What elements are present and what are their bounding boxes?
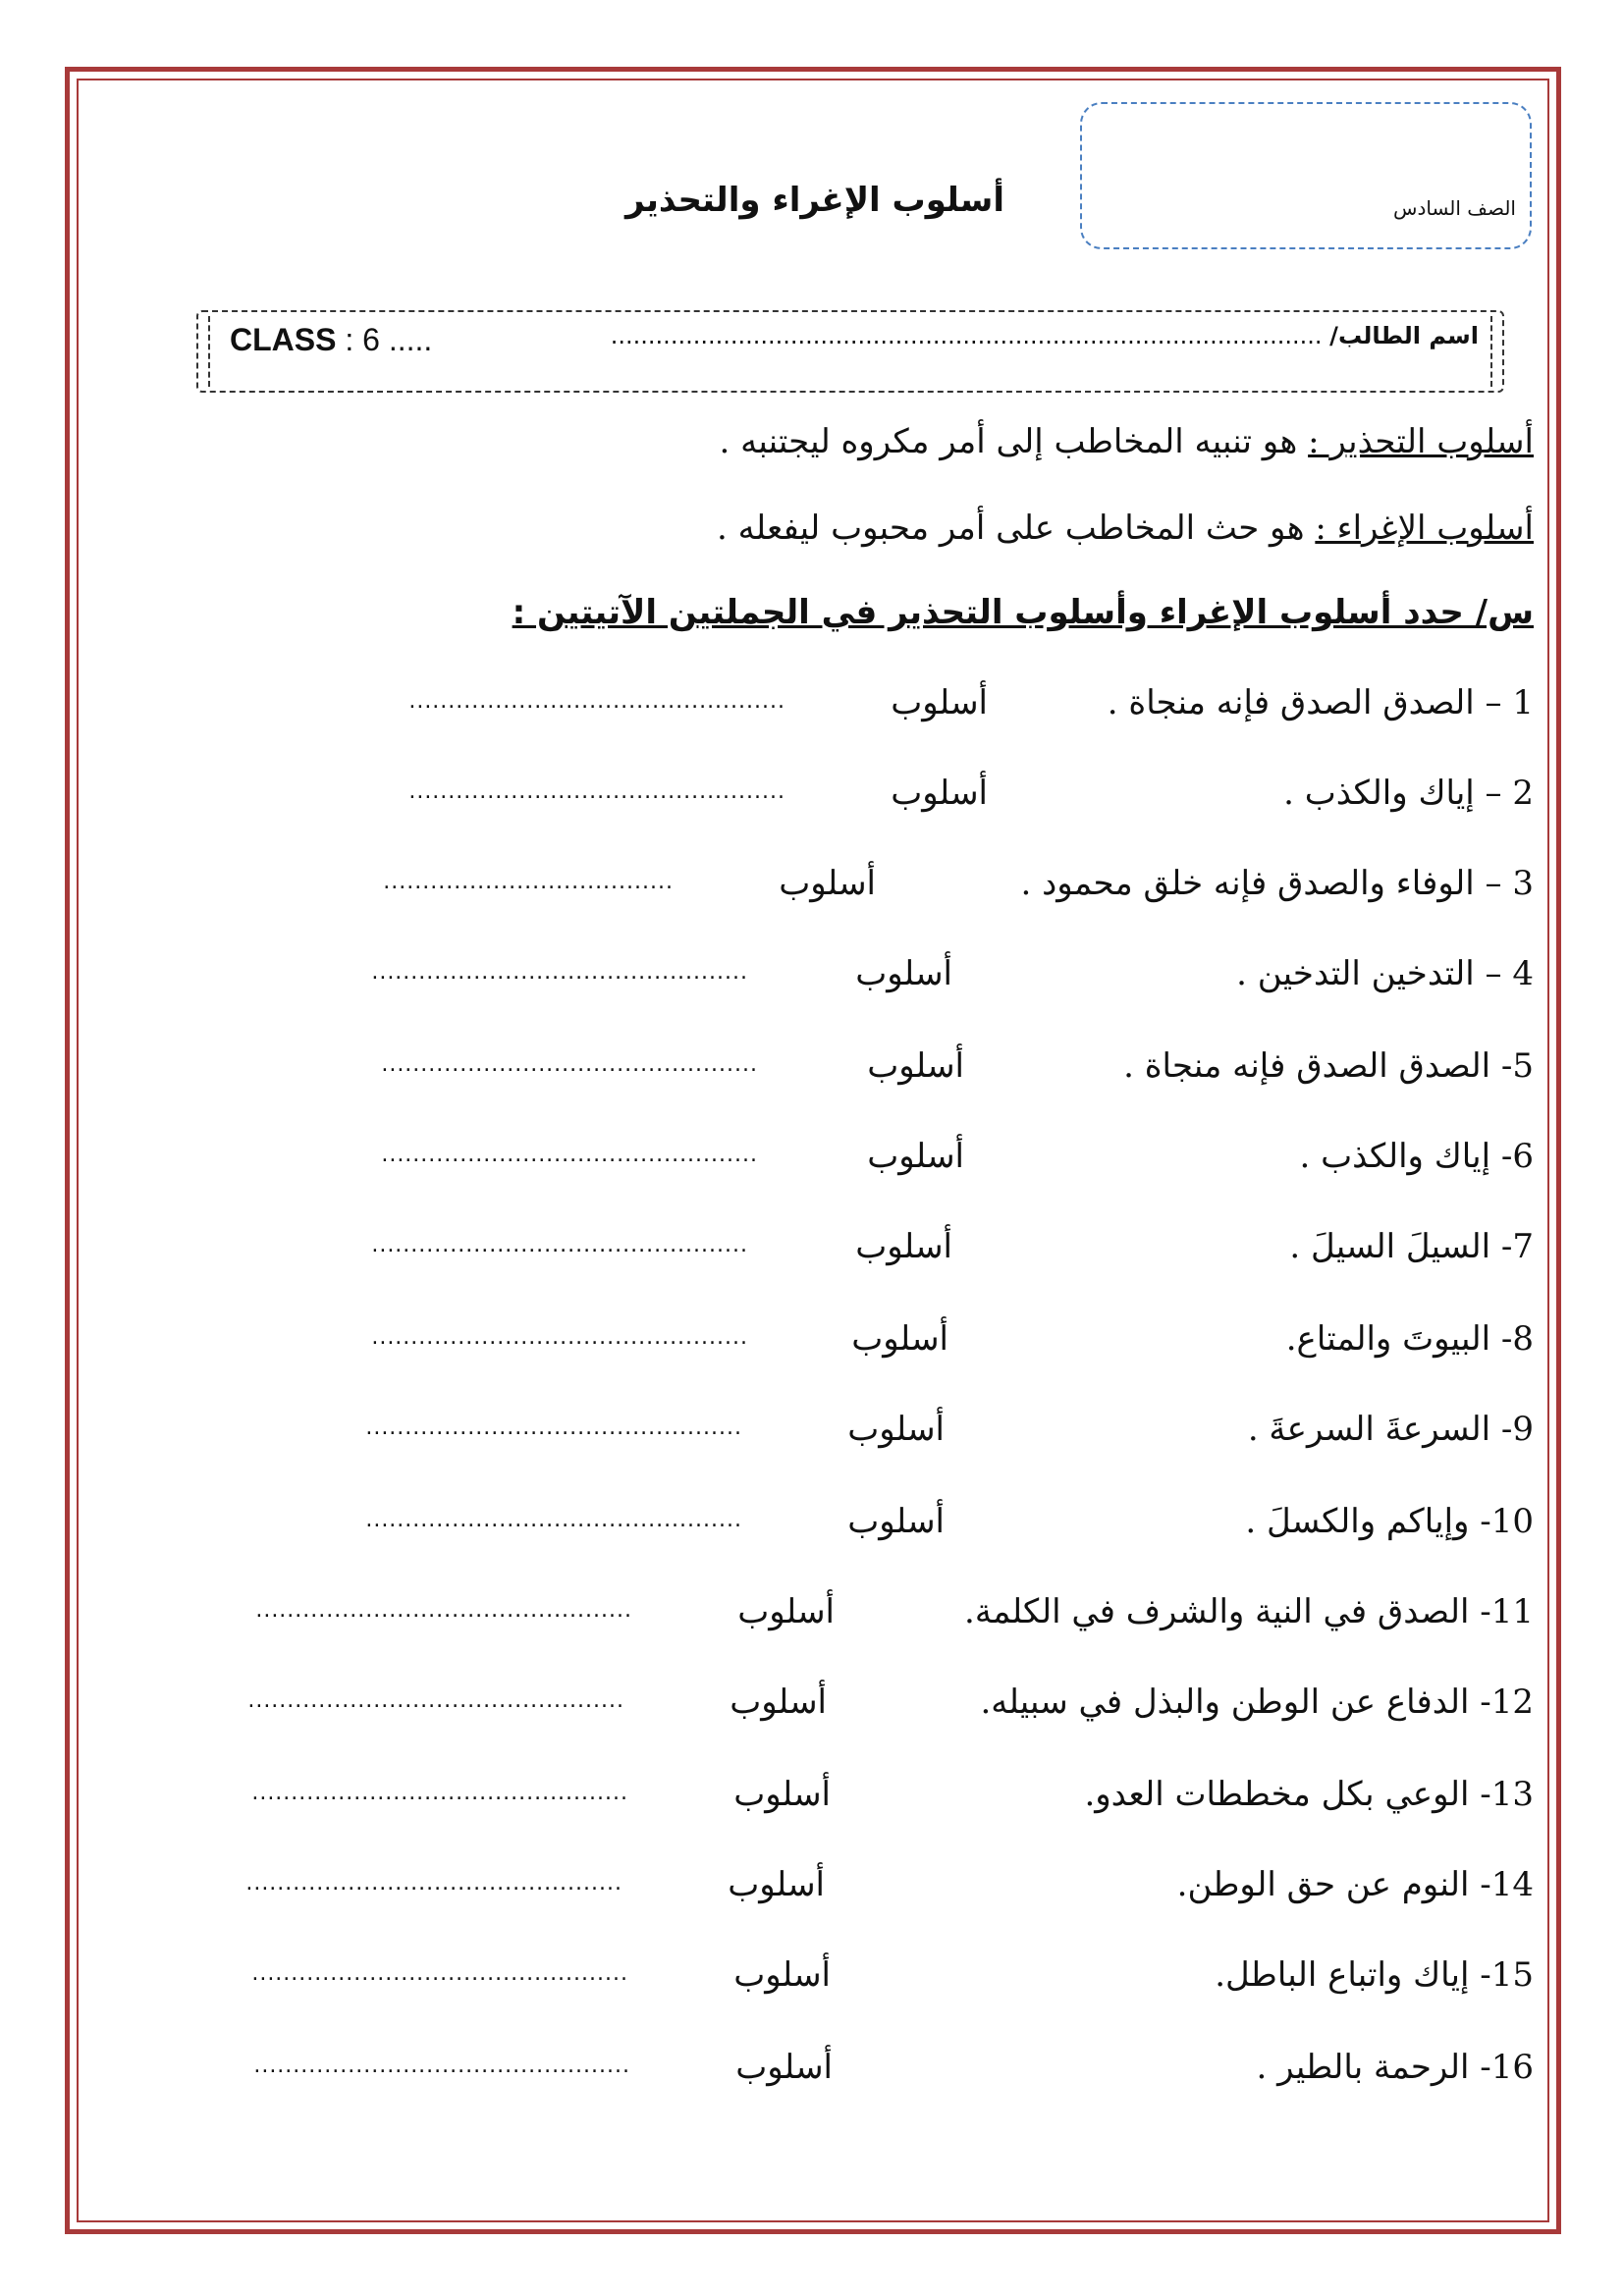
style-word: أسلوب xyxy=(867,1137,964,1176)
answer-blank[interactable]: ................................................ xyxy=(247,1688,624,1713)
style-word: أسلوب xyxy=(867,1046,964,1086)
exercise-sentence: 15- إياك واتباع الباطل. xyxy=(1215,1955,1534,1995)
answer-blank[interactable]: ................................................ xyxy=(371,960,748,985)
exercise-item xyxy=(147,1046,1534,1105)
exercise-sentence: 6- إياك والكذب . xyxy=(1299,1137,1534,1176)
answer-blank[interactable]: ................................................ xyxy=(381,1143,758,1167)
exercise-item xyxy=(147,1410,1534,1468)
answer-blank[interactable]: ..................................... xyxy=(383,870,674,894)
grade-label: الصف السادس xyxy=(1393,196,1516,220)
question-heading: س/ حدد أسلوب الإغراء وأسلوب التحذير في الجملتين الآتيتين : xyxy=(512,593,1534,632)
exercise-sentence: 5- الصدق الصدق فإنه منجاة . xyxy=(1123,1046,1534,1086)
style-word: أسلوب xyxy=(730,1682,827,1722)
exercise-sentence: 16- الرحمة بالطير . xyxy=(1256,2048,1534,2087)
exercise-item xyxy=(147,1775,1534,1834)
answer-blank[interactable]: ................................................ xyxy=(245,1871,623,1896)
style-word: أسلوب xyxy=(855,954,952,993)
style-word: أسلوب xyxy=(737,1592,835,1631)
exercise-item xyxy=(147,1137,1534,1196)
exercise-sentence: 14- النوم عن حق الوطن. xyxy=(1176,1865,1534,1904)
exercise-sentence: 2 – إياك والكذب . xyxy=(1283,774,1534,813)
exercise-sentence: 10- وإياكم والكسلَ . xyxy=(1245,1502,1534,1541)
exercise-sentence: 1 – الصدق الصدق فإنه منجاة . xyxy=(1107,683,1534,722)
exercise-item xyxy=(147,1865,1534,1924)
style-word: أسلوب xyxy=(733,1955,831,1995)
style-word: أسلوب xyxy=(847,1502,945,1541)
answer-blank[interactable]: ................................................ xyxy=(371,1233,748,1257)
answer-blank[interactable]: ................................................ xyxy=(365,1415,742,1440)
answer-blank[interactable]: ................................................ xyxy=(371,1325,748,1350)
exercise-item xyxy=(147,1227,1534,1286)
exercise-sentence: 9- السرعةَ السرعةَ . xyxy=(1247,1410,1534,1449)
exercise-sentence: 11- الصدق في النية والشرف في الكلمة. xyxy=(964,1592,1534,1631)
exercise-item xyxy=(147,2048,1534,2107)
answer-blank[interactable]: ................................................ xyxy=(408,779,785,804)
exercise-sentence: 3 – الوفاء والصدق فإنه خلق محمود . xyxy=(1020,864,1534,903)
style-word: أسلوب xyxy=(847,1410,945,1449)
student-name-label: اسم الطالب/ xyxy=(1329,322,1479,349)
exercise-item xyxy=(147,683,1534,742)
answer-blank[interactable]: ................................................ xyxy=(365,1508,742,1532)
style-word: أسلوب xyxy=(728,1865,825,1904)
definition-text: هو حث المخاطب على أمر محبوب ليفعله . xyxy=(716,508,1316,548)
exercise-item xyxy=(147,864,1534,923)
exercise-item xyxy=(147,1319,1534,1378)
student-name-field[interactable] xyxy=(546,322,1479,349)
exercise-item xyxy=(147,774,1534,832)
style-word: أسلوب xyxy=(733,1775,831,1814)
exercise-sentence: 8- البيوتَ والمتاع. xyxy=(1285,1319,1534,1359)
class-field xyxy=(230,322,432,358)
grade-box xyxy=(1080,102,1532,249)
style-word: أسلوب xyxy=(891,774,988,813)
style-word: أسلوب xyxy=(851,1319,948,1359)
definition-term: أسلوب التحذير : xyxy=(1308,422,1534,461)
style-word: أسلوب xyxy=(735,2048,833,2087)
exercise-sentence: 12- الدفاع عن الوطن والبذل في سبيله. xyxy=(980,1682,1534,1722)
style-word: أسلوب xyxy=(855,1227,952,1266)
answer-blank[interactable]: ................................................ xyxy=(381,1052,758,1077)
exercise-sentence: 13- الوعي بكل مخططات العدو. xyxy=(1084,1775,1534,1814)
exercise-item xyxy=(147,1502,1534,1561)
exercise-item xyxy=(147,1682,1534,1741)
style-word: أسلوب xyxy=(779,864,876,903)
student-name-dots: ............................................................................................... xyxy=(610,322,1323,349)
style-word: أسلوب xyxy=(891,683,988,722)
definition-term: أسلوب الإغراء : xyxy=(1315,508,1534,548)
exercise-sentence: 7- السيلَ السيلَ . xyxy=(1289,1227,1534,1266)
exercise-item xyxy=(147,1592,1534,1651)
class-value: : 6 ..... xyxy=(345,322,433,357)
exercise-item xyxy=(147,954,1534,1013)
answer-blank[interactable]: ................................................ xyxy=(251,1961,628,1986)
class-label: CLASS xyxy=(230,322,337,357)
answer-blank[interactable]: ................................................ xyxy=(253,2054,630,2078)
worksheet-title: أسلوب الإغراء والتحذير xyxy=(624,181,1004,220)
answer-blank[interactable]: ................................................ xyxy=(255,1598,632,1623)
answer-blank[interactable]: ................................................ xyxy=(408,689,785,714)
definition-text: هو تنبيه المخاطب إلى أمر مكروه ليجتنبه . xyxy=(719,422,1309,461)
exercise-item xyxy=(147,1955,1534,2014)
exercise-sentence: 4 – التدخين التدخين . xyxy=(1236,954,1534,993)
definition-encouragement xyxy=(717,508,1534,548)
definition-warning xyxy=(720,422,1535,461)
answer-blank[interactable]: ................................................ xyxy=(251,1781,628,1805)
